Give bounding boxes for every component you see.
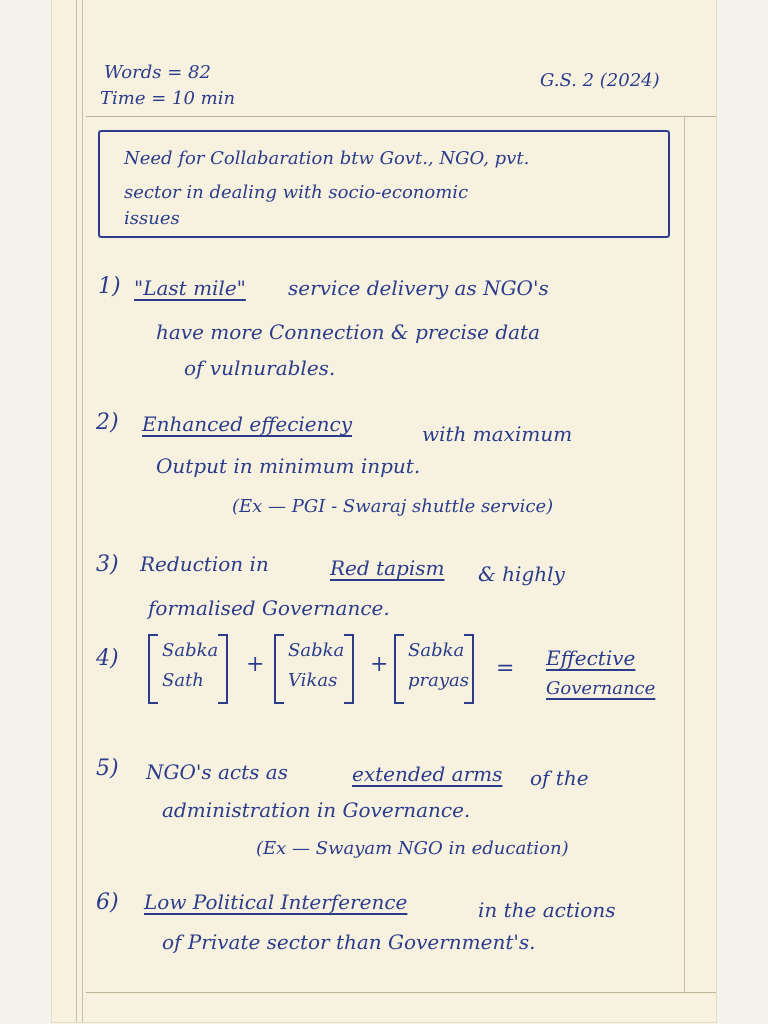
point-3-highlight: Red tapism [330,556,445,580]
point-5-line-1b: of the [530,766,589,790]
point-1-number: 1) [98,274,121,299]
paper-code: G.S. 2 (2024) [540,70,660,91]
point-5-highlight: extended arms [352,762,503,786]
question-line-3: issues [124,208,180,229]
point-3-number: 3) [96,552,119,577]
point-2-line-1: with maximum [422,422,573,446]
point-2-highlight: Enhanced effeciency [142,412,353,436]
question-line-2: sector in dealing with socio-economic [124,182,469,203]
margin-line-inner [82,0,83,1022]
right-rule [684,116,685,992]
point-5-line-2: administration in Governance. [162,798,471,822]
plus-sign-2: + [370,652,389,677]
point-2-example: (Ex — PGI - Swaraj shuttle service) [232,496,554,517]
term-2-line-2: Vikas [288,670,338,691]
sabka-vikas-bracket [274,634,354,704]
question-line-1: Need for Collabaration btw Govt., NGO, pvt. [124,148,530,169]
point-6-highlight: Low Political Interference [144,890,408,914]
point-3-line-1b: & highly [478,562,565,586]
bottom-rule [86,992,716,993]
point-1-line-1: service delivery as NGO's [288,276,549,300]
term-2-line-1: Sabka [288,640,345,661]
plus-sign-1: + [246,652,265,677]
point-1-line-2: have more Connection & precise data [156,320,541,344]
word-count: Words = 82 [104,62,211,83]
margin-line-outer [76,0,77,1022]
point-5-example: (Ex — Swayam NGO in education) [256,838,569,859]
term-1-line-1: Sabka [162,640,219,661]
point-3-line-1a: Reduction in [140,552,269,576]
point-5-number: 5) [96,756,119,781]
point-5-line-1a: NGO's acts as [146,760,288,784]
result-line-1: Effective [546,646,636,670]
point-6-number: 6) [96,890,119,915]
sabka-prayas-bracket [394,634,474,704]
point-2-number: 2) [96,410,119,435]
equals-sign: = [496,656,515,681]
point-2-line-2: Output in minimum input. [156,454,421,478]
result-line-2: Governance [546,678,656,699]
point-1-highlight: "Last mile" [134,276,246,300]
point-4-number: 4) [96,646,119,671]
term-1-line-2: Sath [162,670,204,691]
term-3-line-1: Sabka [408,640,465,661]
top-rule [86,116,716,117]
sabka-sath-bracket [148,634,228,704]
point-1-line-3: of vulnurables. [184,356,336,380]
term-3-line-2: prayas [408,670,469,691]
point-3-line-2: formalised Governance. [148,596,390,620]
time-limit: Time = 10 min [100,88,236,109]
point-6-line-1: in the actions [478,898,616,922]
point-6-line-2: of Private sector than Government's. [162,930,536,954]
